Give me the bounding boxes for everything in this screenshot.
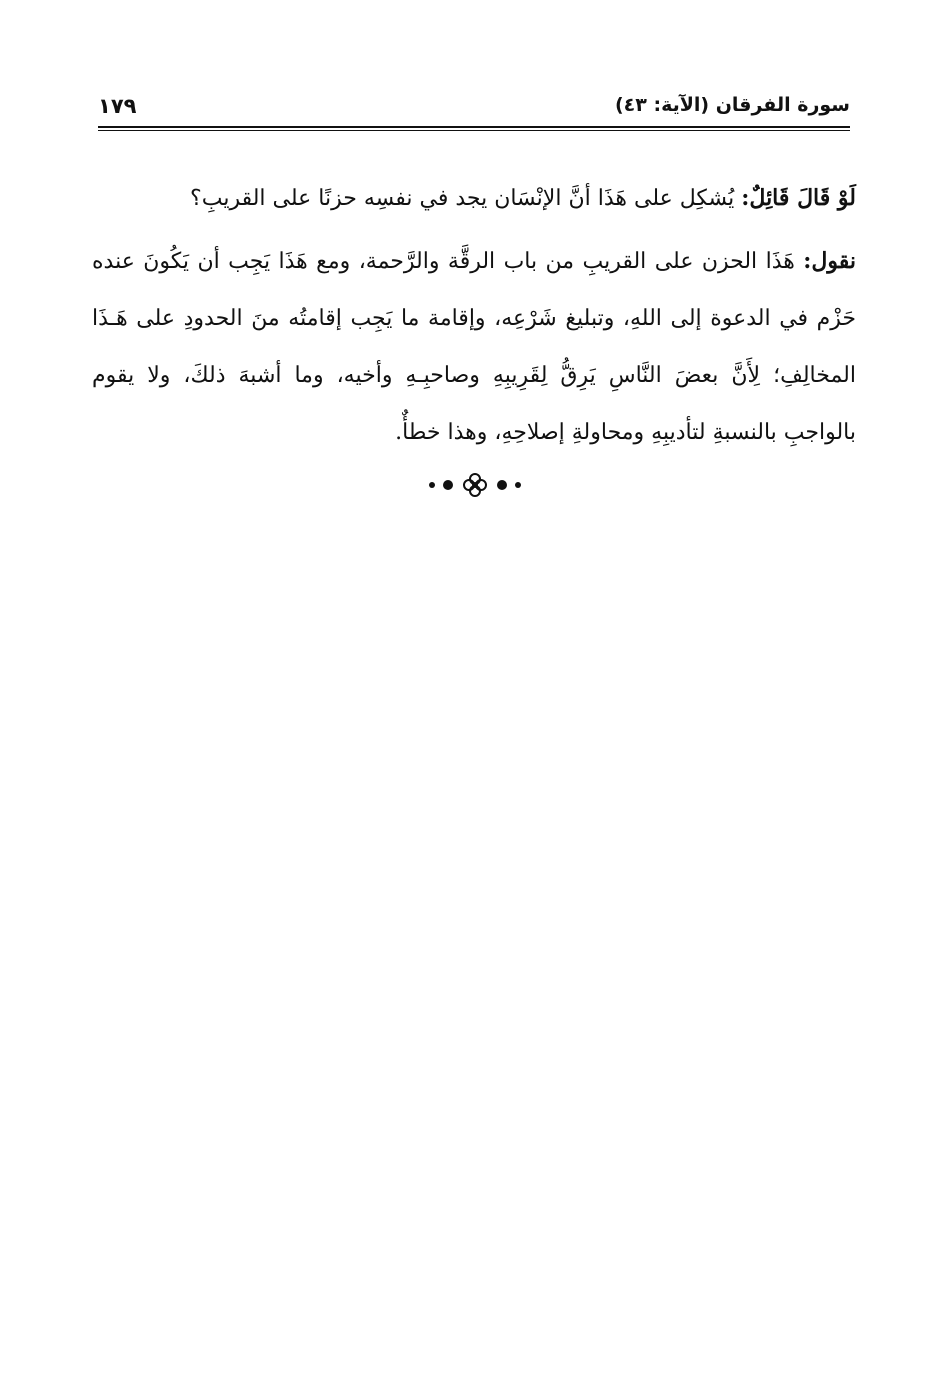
divider-dot-small bbox=[515, 482, 521, 488]
paragraph-answer-lead: نقول: bbox=[803, 248, 856, 274]
paragraph-answer-text: هَذَا الحزن على القريبِ من باب الرقَّة والرَّحمة، ومع هَذَا يَجِب أن يَكُونَ عنده حَزْم في الدعوة إلى اللهِ، وتبليغ شَرْعِه، وإقامة ما يَجِب إقامتُه منَ الحدودِ على هَـذَا المخالِفِ؛ لِأَنَّ بعضَ النَّاسِ يَرِقُّ لِقَرِيبِهِ وصاحبِـهِ وأخيه، وما أشبهَ ذلكَ، ولا يقوم بالواجبِ بالنسبةِ لتأديبِهِ ومحاولةِ إصلاحِهِ، وهذا خطأٌ. bbox=[92, 249, 856, 445]
divider-dot-large bbox=[497, 480, 507, 490]
page-number: ١٧٩ bbox=[98, 94, 137, 118]
body-text bbox=[92, 170, 856, 461]
header-rule bbox=[98, 126, 850, 131]
divider-dot-large bbox=[443, 480, 453, 490]
section-divider bbox=[0, 470, 950, 500]
divider-dot-small bbox=[429, 482, 435, 488]
ornament-icon bbox=[461, 471, 489, 499]
header-title: سورة الفرقان (الآية: ٤٣) bbox=[614, 94, 850, 116]
paragraph-question-text: يُشكِل على هَذَا أنَّ الإنْسَان يجد في نفسِه حزنًا على القريبِ؟ bbox=[190, 186, 742, 211]
page-header bbox=[98, 92, 850, 130]
paragraph-question bbox=[92, 170, 856, 227]
paragraph-question-lead: لَوْ قَالَ قَائِلٌ: bbox=[741, 185, 856, 211]
paragraph-answer bbox=[92, 233, 856, 461]
